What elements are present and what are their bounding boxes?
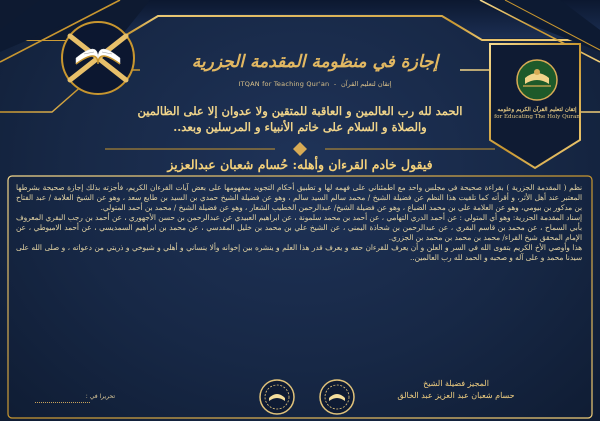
- subtitle-english: ITQAN for Teaching Qur'an: [238, 80, 330, 88]
- seal-stamp-icon: [318, 378, 356, 416]
- date-line: [35, 402, 90, 403]
- logo-text-arabic: إتقان لتعليم القرآن الكريم وعلومه: [497, 107, 577, 113]
- signature-title: المجيز فضيلة الشيخ: [423, 379, 489, 388]
- intro-line-1: الحمد لله رب العالمين و العاقبة للمتقين ولا عدوان إلا على الظالمين: [137, 104, 463, 118]
- organization-subtitle: ITQAN for Teaching Qur'an - إتقان لتعليم القرآن: [238, 80, 392, 88]
- speaker-line: فيقول خادم القرءان وأهله: حُسام شعبان عبدالعزيز: [167, 157, 433, 172]
- body-paragraph-3: هذا وأوصي الأخ الكريم بتقوى الله في السر و العلن و أن يعرف للقرءان حقه و يعرف قدر هذا العلم و ينشره بين إخوانه وألا ينساني و أهلي و شيوخي و ذريتي من دعواته ، و صلى الله على سيدنا محمد و على آله و صحبه و الحمد لله رب العالمين..: [16, 243, 582, 263]
- subtitle-arabic: إتقان لتعليم القرآن: [340, 80, 392, 88]
- logo-text-english: for Educating The Holy Quran: [494, 114, 580, 120]
- intro-line-2: والصلاة و السلام على خاتم الأنبياء و المرسلين وبعد..: [173, 120, 427, 134]
- body-paragraph-2: إسناد المقدمة الجزرية: وهو أي المتولي : عن أحمد الدري التهامي ، عن أحمد بن محمد سلمونة ، عن ابراهيم العبيدي عن عبدالرحمن بن حسن الأجهوري ، عن أحمد بن رجب البقري المعروف بأبي السماح ، عن محمد بن قاسم البقري ، عن عبدالرحمن بن شحاذة اليمني ، عن الشيخ علي بن محمد بن خليل المقدسي ، عن محمد بن ابراهيم السمديسي ، عن أحمد الاميوطي ، عن الإمام المحقق شيخ القراء/ محمد بن محمد بن محمد بن الجزري.: [16, 213, 582, 243]
- ornament-divider: [95, 140, 505, 158]
- certificate-title: إجازة في منظومة المقدمة الجزرية: [191, 52, 439, 72]
- body-paragraph-1: نظم ( المقدمة الجزرية ) بقراءة صحيحة في مجلس واحد مع اطمئناني على فهمه لها و تطبيق أحكام التجويد بمفهومها على بعض آيات القرءان الكريم، فأجزته بذلك إجازة صحيحة بشرطها المعتبر عند أهل الأثر، و أقرأته كما تلقيت هذا النظم عن فضيلة الشيخ / محمد سالم السيد سالم ، وهو عن فضيلة الشيخ حمدي بن السيد بن طايع سعد ، وهو عن الشيخ العلامة / عبد الفتاح بن مدكور بن بيومي، وهو عن العلامة علي بن محمد الضباع ، وهو عن فضيلة الشيخ/ عبدالرحمن الخطيب الشعار ، وهو عن فضيلة الشيخ / محمد بن أحمد المتولي.: [16, 183, 582, 213]
- open-quran-book-icon: [58, 18, 138, 98]
- signature-block: [376, 378, 536, 402]
- certificate-body: [16, 183, 582, 263]
- signature-name: حسام شعبان عبد العزيز عبد الخالق: [397, 391, 515, 400]
- date-label: تحريرا في :: [85, 393, 115, 400]
- intro-text: [90, 103, 510, 135]
- seal-stamp-icon: [258, 378, 296, 416]
